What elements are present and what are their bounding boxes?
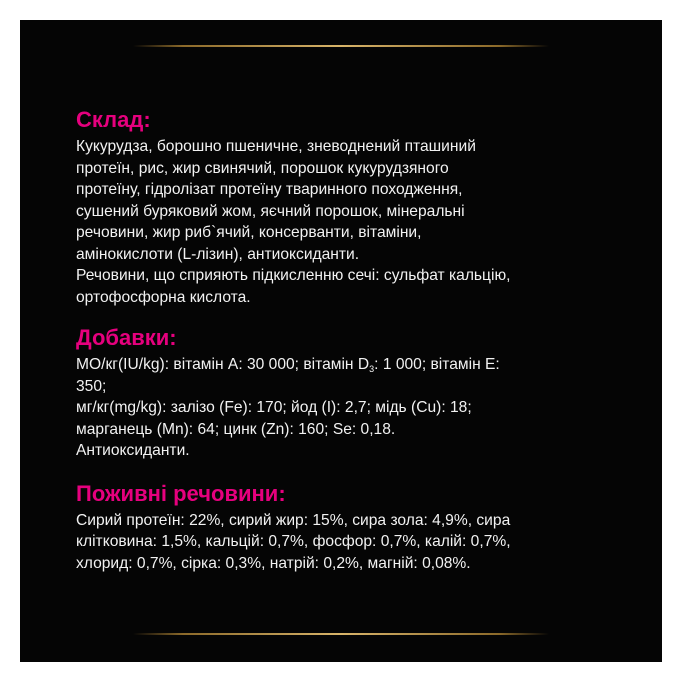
additives-line: марганець (Mn): 64; цинк (Zn): 160; Se: 0,18. — [76, 420, 396, 438]
top-gold-divider — [133, 45, 549, 47]
additives-line: Антиоксиданти. — [76, 442, 190, 459]
nutrients-section — [76, 482, 636, 575]
nutrients-title: Поживні речовини: — [76, 480, 286, 506]
composition-title: Склад: — [76, 107, 151, 132]
nutrients-line: клітковина: 1,5%, кальцій: 0,7%, фосфор: 0,7%, калій: 0,7%, — [76, 533, 511, 550]
composition-line: амінокислоти (L-лізин), антиоксиданти. — [76, 245, 360, 263]
ingredients-content — [76, 108, 636, 574]
composition-line: протеїну, гідролізат протеїну тваринного походження, — [76, 181, 463, 198]
additives-line: 350; — [76, 377, 107, 395]
composition-line: речовини, жир риб`ячий, консерванти, вітаміни, — [76, 224, 422, 241]
additives-title: Добавки: — [76, 325, 177, 350]
bottom-gold-divider — [133, 633, 549, 635]
composition-line: Речовини, що сприяють підкисленню сечі: сульфат кальцію, — [76, 267, 511, 284]
nutrients-text — [76, 510, 636, 575]
composition-text — [76, 136, 636, 308]
ingredients-panel — [20, 20, 662, 662]
composition-line: сушений буряковий жом, яєчний порошок, мінеральні — [76, 202, 465, 220]
composition-line: протеїн, рис, жир свинячий, порошок кукурудзяного — [76, 159, 449, 177]
nutrients-line: Сирий протеїн: 22%, сирий жир: 15%, сира зола: 4,9%, сира — [76, 511, 511, 529]
composition-section — [76, 108, 636, 308]
nutrients-line: хлорид: 0,7%, сірка: 0,3%, натрій: 0,2%, магній: 0,08%. — [76, 554, 471, 572]
additives-line-part: МО/кг(IU/kg): вітамін А: 30 000; вітамін D — [76, 356, 370, 373]
additives-text — [76, 354, 636, 462]
additives-line: мг/кг(mg/kg): залізо (Fe): 170; йод (I): 2,7; мідь (Cu): 18; — [76, 399, 472, 416]
additives-line-part: : 1 000; вітамін Е: — [374, 356, 500, 373]
composition-line: Кукурудза, борошно пшеничне, зневоднений пташиний — [76, 138, 476, 155]
additives-section — [76, 326, 636, 462]
composition-line: ортофосфорна кислота. — [76, 288, 251, 306]
additives-line — [76, 356, 500, 373]
vitamin-d-subscript: 3 — [369, 364, 375, 374]
